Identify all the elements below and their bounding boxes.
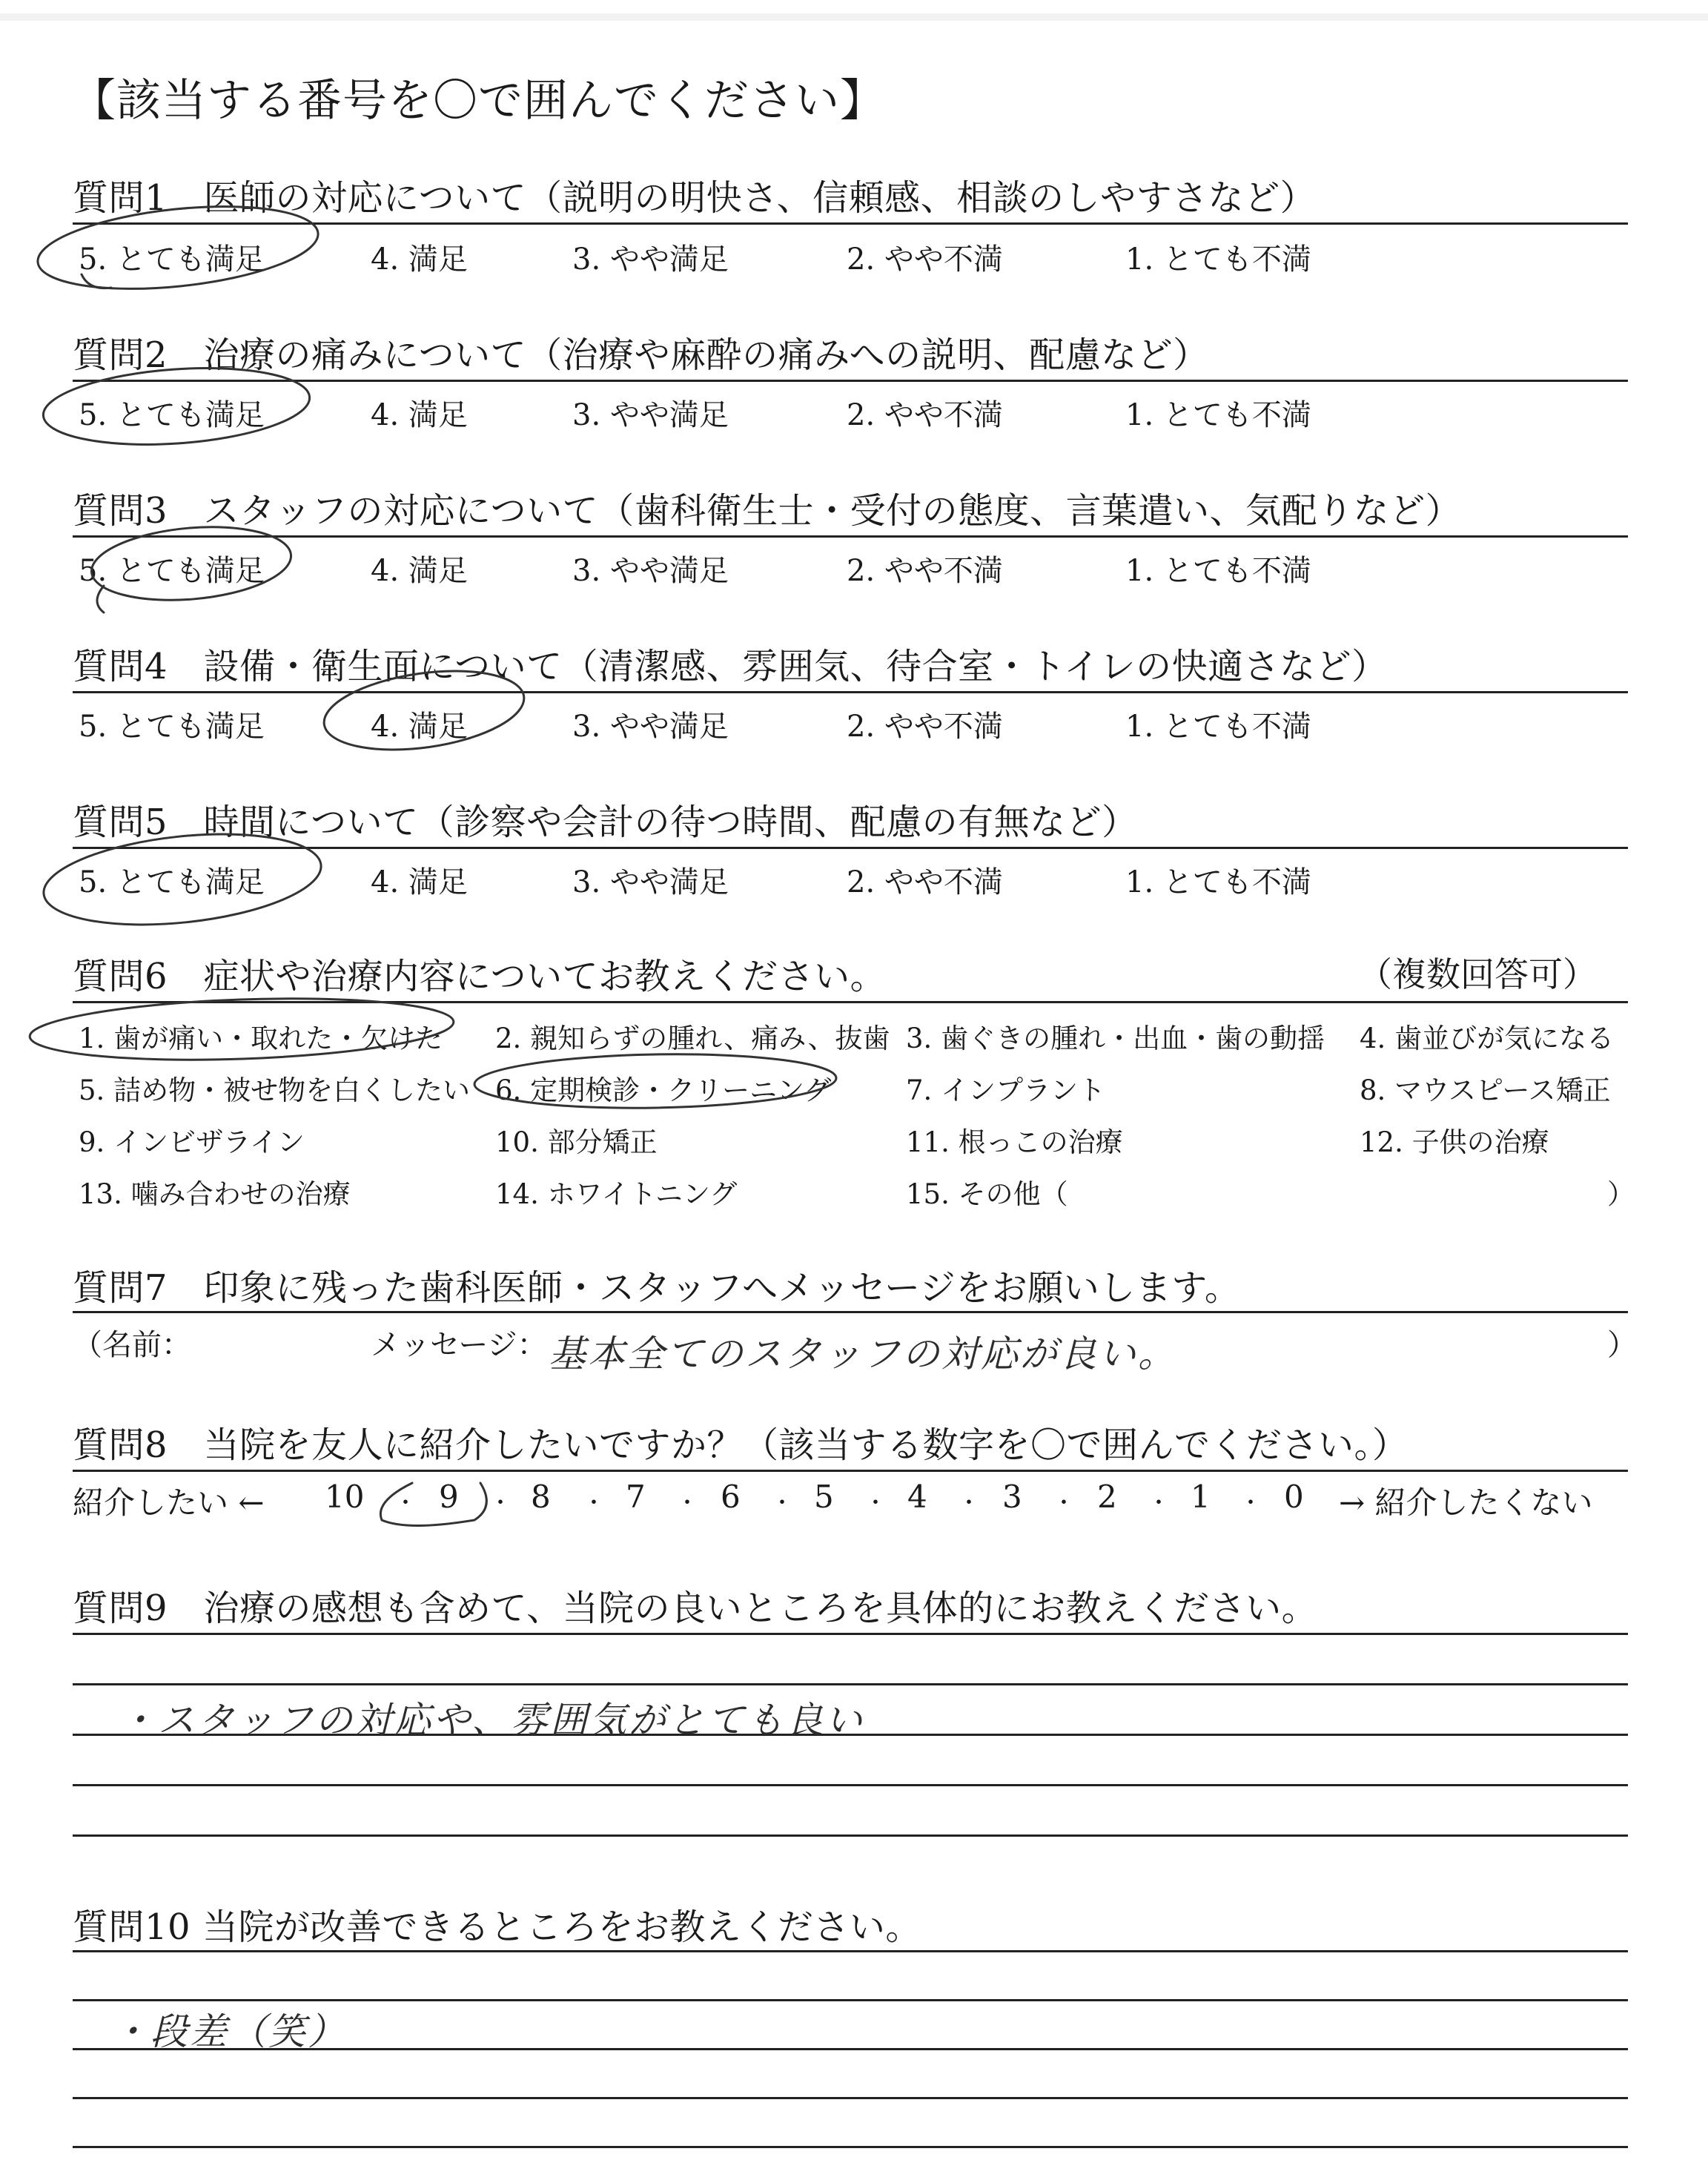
q10-rule-5 bbox=[73, 2146, 1628, 2148]
q4-option-5[interactable]: 5. とても満足 bbox=[79, 710, 265, 744]
q5-option-5[interactable]: 5. とても満足 bbox=[79, 865, 265, 899]
q3-circle-tail bbox=[97, 586, 104, 612]
q3-option-2[interactable]: 2. やや不満 bbox=[847, 554, 1003, 588]
q8-scale-2[interactable]: 2 bbox=[1097, 1479, 1117, 1515]
q5-rule bbox=[73, 847, 1628, 849]
q8-separator: ・ bbox=[583, 1490, 605, 1516]
q3-title: 質問3 スタッフの対応について（歯科衛生士・受付の態度、言葉遣い、気配りなど） bbox=[73, 490, 1462, 532]
q8-scale-0[interactable]: 0 bbox=[1284, 1479, 1304, 1515]
q8-scale-10[interactable]: 10 bbox=[325, 1479, 365, 1515]
q8-scale-9[interactable]: 9 bbox=[439, 1479, 459, 1515]
q6-option-8[interactable]: 8. マウスピース矯正 bbox=[1360, 1074, 1611, 1106]
q2-option-1[interactable]: 1. とても不満 bbox=[1125, 398, 1311, 432]
q8-scale-5[interactable]: 5 bbox=[814, 1479, 834, 1515]
q6-option-11[interactable]: 11. 根っこの治療 bbox=[906, 1126, 1123, 1158]
q8-left-label: 紹介したい ← bbox=[73, 1484, 265, 1521]
q4-rule bbox=[73, 691, 1628, 693]
q10-rule-1 bbox=[73, 1950, 1628, 1952]
q7-rule bbox=[73, 1311, 1628, 1313]
q2-option-4[interactable]: 4. 満足 bbox=[371, 398, 468, 432]
q8-separator: ・ bbox=[771, 1490, 793, 1516]
q5-option-2[interactable]: 2. やや不満 bbox=[847, 865, 1003, 899]
q8-scale-4[interactable]: 4 bbox=[907, 1479, 927, 1515]
q3-option-3[interactable]: 3. やや満足 bbox=[572, 554, 729, 588]
q6-multiple-note: （複数回答可） bbox=[1358, 954, 1597, 994]
q8-separator: ・ bbox=[864, 1490, 887, 1516]
q6-option-12[interactable]: 12. 子供の治療 bbox=[1360, 1126, 1549, 1158]
q1-rule bbox=[73, 222, 1628, 225]
q8-scale-7[interactable]: 7 bbox=[626, 1479, 646, 1515]
q6-option-7[interactable]: 7. インプラント bbox=[906, 1074, 1106, 1106]
q10-rule-2 bbox=[73, 1999, 1628, 2001]
q1-title: 質問1 医師の対応について（説明の明快さ、信頼感、相談のしやすさなど） bbox=[73, 177, 1317, 219]
q7-title: 質問7 印象に残った歯科医師・スタッフへメッセージをお願いします。 bbox=[73, 1267, 1241, 1309]
q6-option-3[interactable]: 3. 歯ぐきの腫れ・出血・歯の動揺 bbox=[906, 1023, 1325, 1054]
q8-scale-8[interactable]: 8 bbox=[531, 1479, 551, 1515]
q8-right-label: → 紹介したくない bbox=[1339, 1484, 1593, 1521]
q3-option-1[interactable]: 1. とても不満 bbox=[1125, 554, 1311, 588]
q3-option-5[interactable]: 5. とても満足 bbox=[79, 554, 265, 588]
q8-title: 質問8 当院を友人に紹介したいですか？（該当する数字を〇で囲んでください。） bbox=[73, 1424, 1409, 1466]
q1-option-3[interactable]: 3. やや満足 bbox=[572, 242, 729, 277]
scan-edge bbox=[0, 13, 1708, 21]
q7-message-label: メッセージ： bbox=[371, 1328, 547, 1362]
q8-separator: ・ bbox=[489, 1490, 512, 1516]
q6-option-1[interactable]: 1. 歯が痛い・取れた・欠けた bbox=[79, 1023, 443, 1054]
q5-option-1[interactable]: 1. とても不満 bbox=[1125, 865, 1311, 899]
q1-option-2[interactable]: 2. やや不満 bbox=[847, 242, 1003, 277]
q6-rule bbox=[73, 1001, 1628, 1003]
q9-rule-1 bbox=[73, 1633, 1628, 1635]
q6-option-5[interactable]: 5. 詰め物・被せ物を白くしたい bbox=[79, 1074, 471, 1106]
q4-option-1[interactable]: 1. とても不満 bbox=[1125, 710, 1311, 744]
q8-separator: ・ bbox=[1053, 1490, 1075, 1516]
q4-option-3[interactable]: 3. やや満足 bbox=[572, 710, 729, 744]
q3-rule bbox=[73, 535, 1628, 538]
q8-separator: ・ bbox=[1148, 1490, 1170, 1516]
q6-option-15[interactable]: 15. その他（ bbox=[906, 1178, 1068, 1210]
q1-option-1[interactable]: 1. とても不満 bbox=[1125, 242, 1311, 277]
q9-title: 質問9 治療の感想も含めて、当院の良いところを具体的にお教えください。 bbox=[73, 1588, 1318, 1629]
q2-title: 質問2 治療の痛みについて（治療や麻酔の痛みへの説明、配慮など） bbox=[73, 334, 1209, 376]
q5-option-3[interactable]: 3. やや満足 bbox=[572, 865, 729, 899]
q8-scale-3[interactable]: 3 bbox=[1002, 1479, 1022, 1515]
q8-separator: ・ bbox=[394, 1490, 417, 1516]
q2-option-5[interactable]: 5. とても満足 bbox=[79, 398, 265, 432]
q8-separator: ・ bbox=[676, 1490, 698, 1516]
q8-scale-1[interactable]: 1 bbox=[1191, 1479, 1211, 1515]
q4-option-4[interactable]: 4. 満足 bbox=[371, 710, 468, 744]
q1-option-5[interactable]: 5. とても満足 bbox=[79, 242, 265, 277]
q4-option-2[interactable]: 2. やや不満 bbox=[847, 710, 1003, 744]
q7-name-label: （名前： bbox=[73, 1328, 191, 1362]
q5-title: 質問5 時間について（診察や会計の待つ時間、配慮の有無など） bbox=[73, 802, 1138, 843]
q3-option-4[interactable]: 4. 満足 bbox=[371, 554, 468, 588]
q2-rule bbox=[73, 380, 1628, 382]
q2-option-2[interactable]: 2. やや不満 bbox=[847, 398, 1003, 432]
q10-title: 質問10 当院が改善できるところをお教えください。 bbox=[73, 1906, 921, 1948]
q9-rule-4 bbox=[73, 1784, 1628, 1786]
q7-close-paren: ） bbox=[1607, 1328, 1637, 1362]
q9-rule-5 bbox=[73, 1834, 1628, 1837]
q2-option-3[interactable]: 3. やや満足 bbox=[572, 398, 729, 432]
q9-answer-handwritten[interactable]: ・スタッフの対応や、雰囲気がとても良い bbox=[119, 1699, 864, 1742]
q5-option-4[interactable]: 4. 満足 bbox=[371, 865, 468, 899]
q6-option-14[interactable]: 14. ホワイトニング bbox=[495, 1178, 738, 1210]
q6-option-2[interactable]: 2. 親知らずの腫れ、痛み、抜歯 bbox=[495, 1023, 890, 1054]
q1-option-4[interactable]: 4. 満足 bbox=[371, 242, 468, 277]
q6-title: 質問6 症状や治療内容についてお教えください。 bbox=[73, 956, 887, 997]
q8-separator: ・ bbox=[1239, 1490, 1262, 1516]
q6-option-15-close: ） bbox=[1607, 1178, 1635, 1210]
q4-title: 質問4 設備・衛生面について（清潔感、雰囲気、待合室・トイレの快適さなど） bbox=[73, 646, 1388, 687]
q6-option-4[interactable]: 4. 歯並びが気になる bbox=[1360, 1023, 1615, 1054]
q6-option-9[interactable]: 9. インビザライン bbox=[79, 1126, 305, 1158]
q8-scale-6[interactable]: 6 bbox=[721, 1479, 741, 1515]
q6-option-6[interactable]: 6. 定期検診・クリーニング bbox=[495, 1074, 832, 1106]
q10-rule-4 bbox=[73, 2097, 1628, 2099]
q10-answer-handwritten[interactable]: ・段差（笑） bbox=[111, 2010, 347, 2053]
q8-separator: ・ bbox=[958, 1490, 980, 1516]
q6-option-13[interactable]: 13. 噛み合わせの治療 bbox=[79, 1178, 351, 1210]
form-header: 【該当する番号を〇で囲んでください】 bbox=[71, 75, 885, 127]
q9-rule-2 bbox=[73, 1683, 1628, 1685]
q8-rule bbox=[73, 1470, 1628, 1472]
q6-option-10[interactable]: 10. 部分矯正 bbox=[495, 1126, 658, 1158]
q7-message-handwritten[interactable]: 基本全てのスタッフの対応が良い。 bbox=[549, 1332, 1177, 1375]
